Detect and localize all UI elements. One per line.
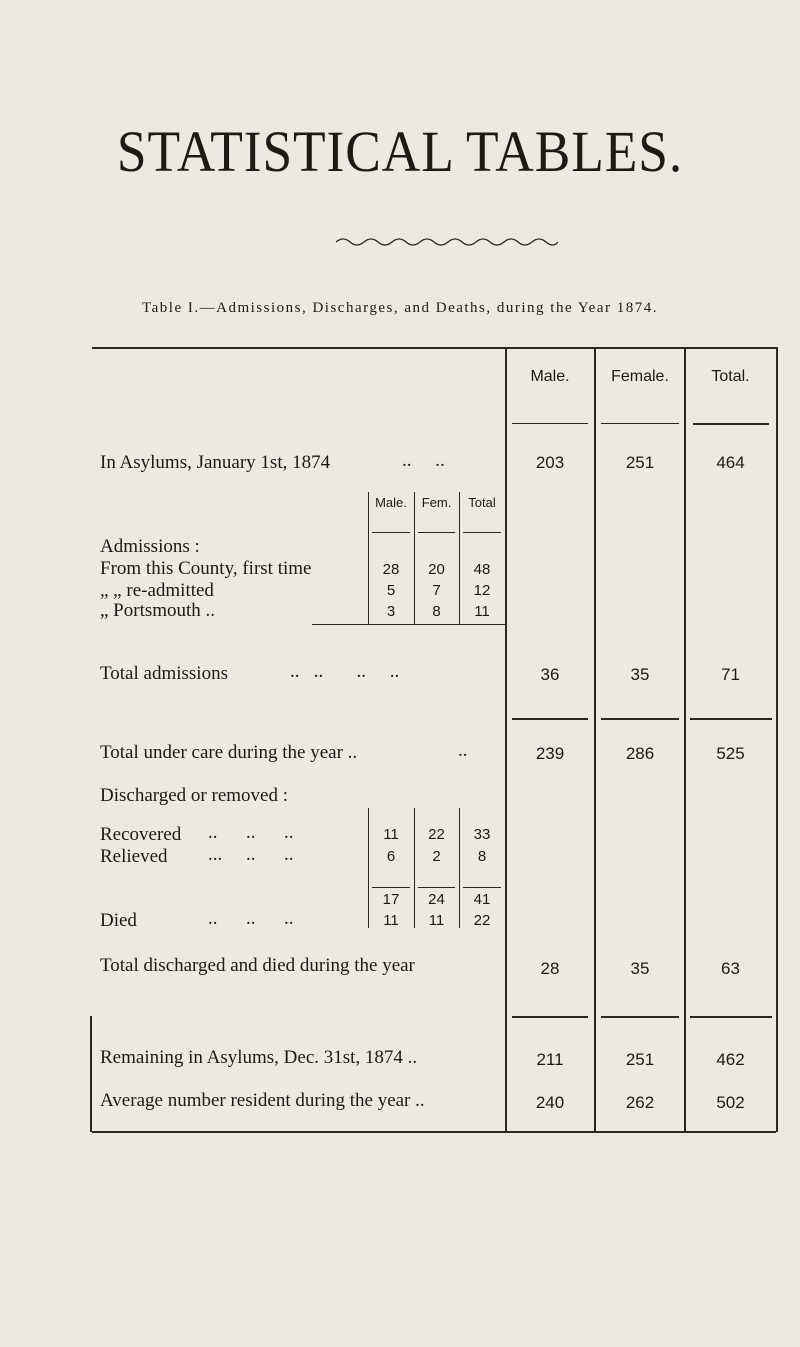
remaining-male: 211: [536, 1050, 564, 1069]
total-discharged-died-total: 63: [721, 959, 740, 978]
discharged-row-male: 11: [383, 826, 399, 843]
column-header-female: Female.: [611, 368, 669, 385]
row-label-remaining: Remaining in Asylums, Dec. 31st, 1874 ..: [100, 1047, 418, 1068]
table-caption: Table I.—Admissions, Discharges, and Deaths, during the Year 1874.: [142, 300, 658, 316]
row-label-average: Average number resident during the year ..: [100, 1090, 425, 1111]
table-right-rule: [776, 347, 778, 1132]
discharged-row-label: Recovered: [100, 824, 182, 845]
leader-dots: ..: [458, 740, 468, 761]
average-female: 262: [625, 1093, 655, 1112]
row-label-total-under-care: Total under care during the year ..: [100, 742, 358, 763]
in-asylums-male: 203: [535, 453, 565, 472]
admission-row-male: 28: [382, 561, 400, 578]
column-header-total: Total.: [711, 368, 750, 385]
admission-row-label: „ Portsmouth ..: [100, 600, 216, 621]
admission-row-label: From this County, first time: [100, 558, 312, 579]
admission-row-female: 7: [432, 582, 441, 599]
admissions-sum-rule: [512, 718, 588, 720]
admission-row-female: 8: [432, 603, 441, 620]
subtable-header-male: Male.: [375, 495, 407, 510]
header-underline-female: [601, 423, 679, 424]
admission-row-male: 5: [386, 582, 396, 599]
total-admissions-total: 71: [721, 665, 740, 684]
admissions-bottom-rule: [312, 624, 506, 625]
discharged-row-female: 22: [428, 826, 445, 843]
row-label-died: Died: [100, 910, 137, 931]
discharges-sum-rule: [512, 1016, 588, 1018]
subtable-header-rule: [418, 532, 455, 533]
leader-dots: .. .. .. ..: [290, 661, 400, 682]
admission-row-male: 3: [386, 603, 396, 620]
discharged-row-total: 8: [477, 848, 487, 865]
admission-row-total: 11: [474, 603, 490, 620]
header-underline-male: [512, 423, 588, 424]
admissions-sum-rule: [601, 718, 679, 720]
table-bottom-rule: [92, 1131, 776, 1133]
discharged-subtotal-female: 24: [428, 891, 445, 908]
discharged-heading: Discharged or removed :: [100, 785, 289, 806]
admissions-heading: Admissions :: [100, 536, 200, 557]
total-admissions-female: 35: [630, 665, 650, 684]
average-male: 240: [535, 1093, 565, 1112]
discharged-subtotal-rule: [418, 887, 455, 888]
discharges-sum-rule: [601, 1016, 679, 1018]
discharged-subtotal-rule: [463, 887, 501, 888]
subtable-header-female: Fem.: [421, 495, 452, 510]
discharged-row-male: 6: [386, 848, 396, 865]
admission-row-female: 20: [428, 561, 445, 578]
died-total: 22: [473, 912, 491, 929]
discharged-subtotal-total: 41: [473, 891, 491, 908]
leader-dots: ... .. ..: [208, 844, 294, 865]
admission-row-label: „ „ re-admitted: [100, 580, 214, 601]
discharged-row-female: 2: [432, 848, 441, 865]
admission-row-total: 12: [473, 582, 491, 599]
admissions-sum-rule: [690, 718, 772, 720]
total-under-care-female: 286: [625, 744, 655, 763]
remaining-female: 251: [625, 1050, 655, 1069]
total-admissions-male: 36: [540, 665, 560, 684]
table-top-rule: [92, 347, 776, 349]
leader-dots: .. .. ..: [208, 822, 294, 843]
in-asylums-female: 251: [625, 453, 655, 472]
discharged-row-label: Relieved: [100, 846, 168, 867]
page-title: STATISTICAL TABLES.: [116, 119, 684, 184]
leader-dots: .. ..: [402, 450, 445, 471]
died-female: 11: [428, 912, 445, 929]
subtable-header-total: Total: [468, 495, 496, 510]
average-total: 502: [716, 1093, 745, 1112]
header-underline-total: [693, 423, 769, 425]
total-discharged-died-male: 28: [540, 959, 560, 978]
decorative-wave-divider: [336, 236, 558, 248]
discharges-sum-rule: [690, 1016, 772, 1018]
died-male: 11: [383, 912, 399, 929]
row-label-total-admissions: Total admissions: [100, 663, 228, 684]
table-left-rule: [90, 1016, 92, 1132]
discharged-row-total: 33: [473, 826, 491, 843]
in-asylums-total: 464: [716, 453, 745, 472]
subtable-header-rule: [372, 532, 410, 533]
row-label-total-discharged-died: Total discharged and died during the year: [100, 955, 415, 976]
total-discharged-died-female: 35: [630, 959, 650, 978]
leader-dots: .. .. ..: [208, 908, 294, 929]
subtable-header-rule: [463, 532, 501, 533]
row-label-in-asylums: In Asylums, January 1st, 1874: [100, 452, 331, 473]
discharged-subtotal-male: 17: [382, 891, 400, 908]
remaining-total: 462: [716, 1050, 745, 1069]
total-under-care-total: 525: [716, 744, 745, 763]
column-header-male: Male.: [530, 368, 570, 385]
discharged-subtotal-rule: [372, 887, 410, 888]
admission-row-total: 48: [473, 561, 491, 578]
total-under-care-male: 239: [535, 744, 565, 763]
